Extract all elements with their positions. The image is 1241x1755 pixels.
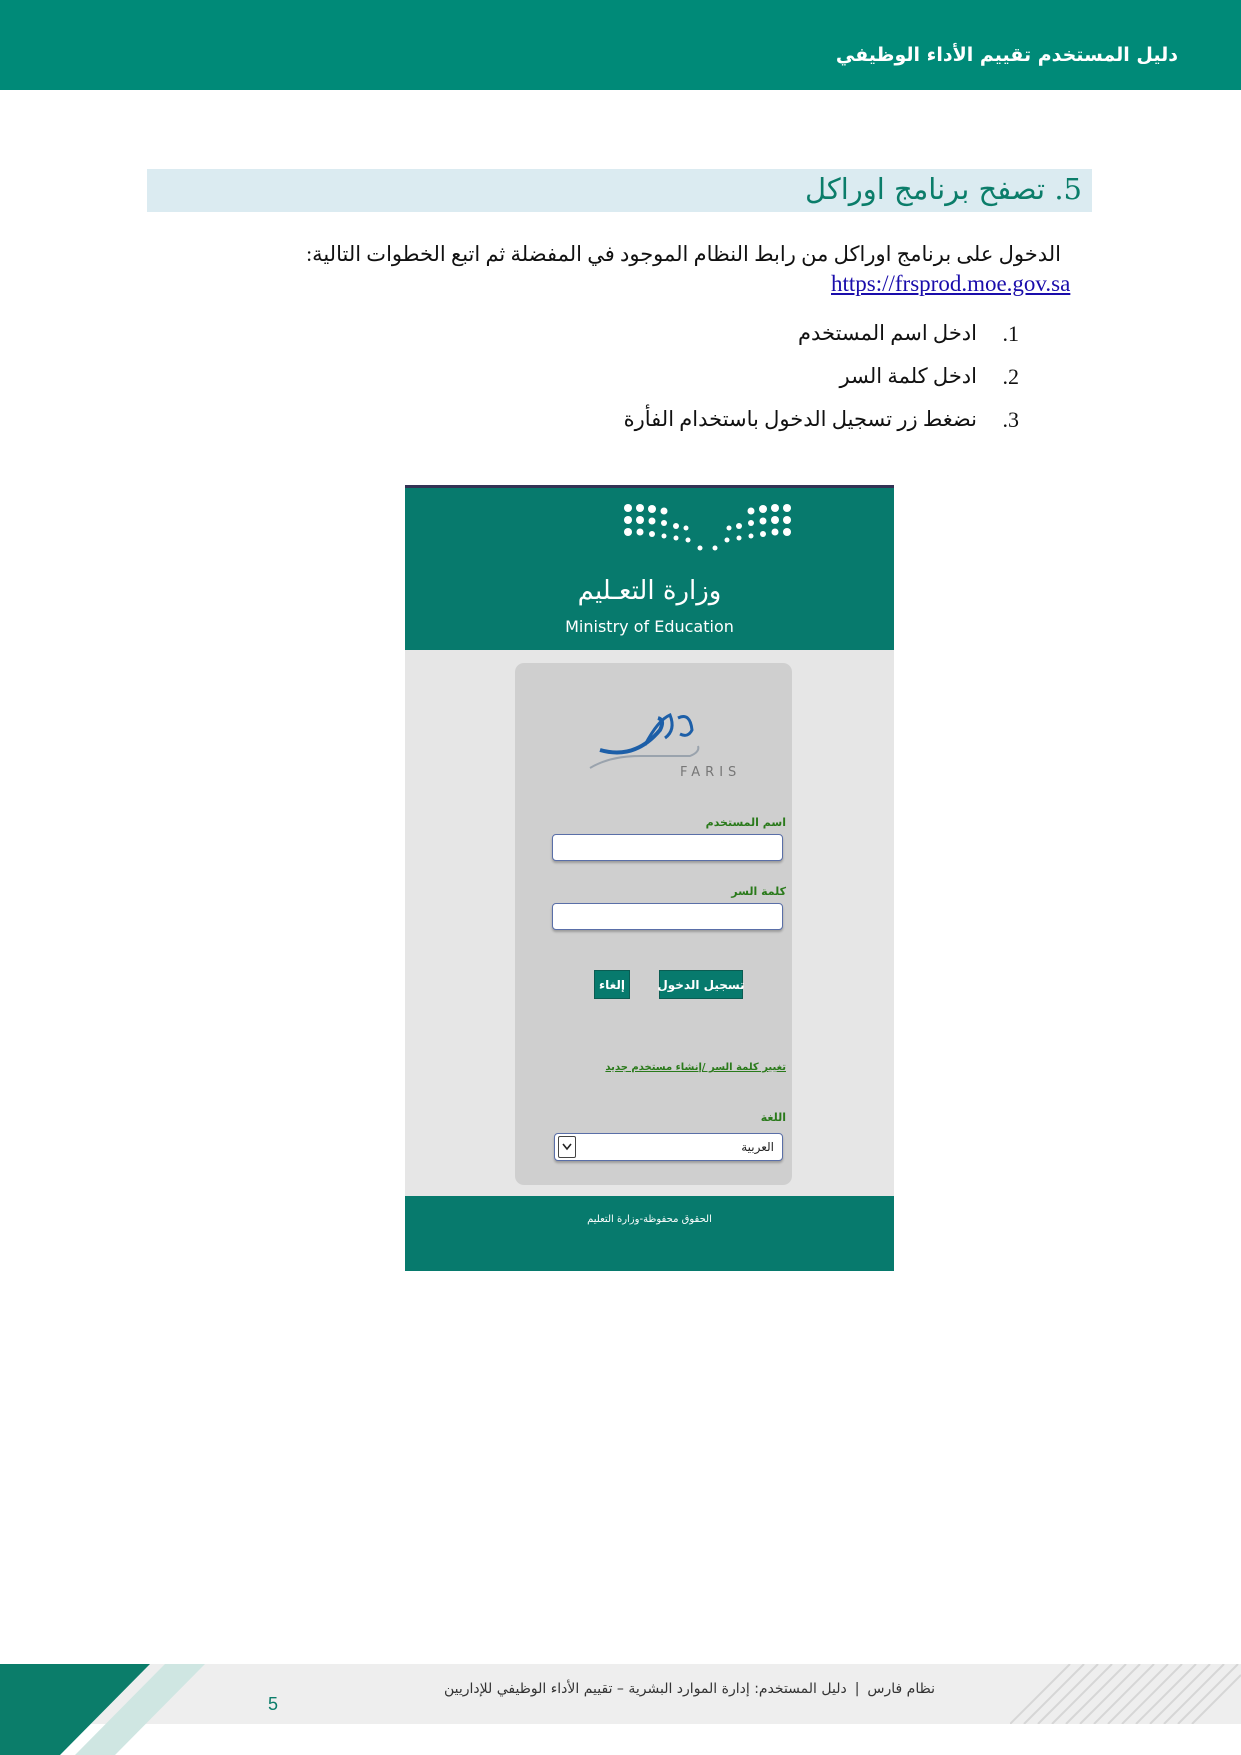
- header-title: دليل المستخدم تقييم الأداء الوظيفي: [835, 44, 1178, 66]
- username-label: اسم المستخدم: [705, 816, 786, 829]
- ministry-name-ar: وزارة التعـليم: [577, 576, 722, 606]
- step-text: ادخل اسم المستخدم: [797, 321, 977, 345]
- step-number: 2.: [1002, 363, 1019, 389]
- steps-list: [624, 312, 1019, 441]
- cancel-button[interactable]: إلغاء: [594, 970, 630, 999]
- footer-system: نظام فارس: [867, 1681, 935, 1697]
- footer-guide: دليل المستخدم: إدارة الموارد البشرية – تقييم الأداء الوظيفي للإداريين: [444, 1681, 847, 1697]
- faris-logo-text: FARIS: [680, 765, 742, 780]
- change-password-link[interactable]: تغيير كلمة السر /إنشاء مستخدم جديد: [605, 1062, 786, 1073]
- section-heading-box: [147, 169, 1092, 212]
- step-number: 1.: [1002, 320, 1019, 346]
- section-title: تصفح برنامج اوراكل: [804, 172, 1046, 206]
- step-item: [624, 312, 1019, 355]
- login-footer: [405, 1196, 894, 1271]
- copyright-text: الحقوق محفوظة-وزارة التعليم: [587, 1214, 712, 1225]
- username-input[interactable]: [552, 834, 783, 861]
- portal-link[interactable]: https://frsprod.moe.gov.sa: [831, 271, 1071, 296]
- language-label: اللغة: [760, 1111, 786, 1124]
- login-screenshot: [405, 485, 894, 1271]
- password-label: كلمة السر: [731, 885, 786, 898]
- section-heading: [805, 172, 1082, 206]
- footer-text: [444, 1681, 935, 1697]
- language-select[interactable]: [554, 1133, 783, 1161]
- intro-text: الدخول على برنامج اوراكل من رابط النظام الموجود في المفضلة ثم اتبع الخطوات التالية:: [306, 242, 1061, 266]
- login-header: [405, 485, 894, 650]
- ministry-name-en: Ministry of Education: [565, 617, 734, 636]
- ministry-logo-icon: [620, 500, 795, 565]
- step-item: [624, 355, 1019, 398]
- step-text: ادخل كلمة السر: [839, 364, 977, 388]
- faris-logo-icon: [540, 690, 720, 770]
- login-button[interactable]: تسجيل الدخول: [659, 970, 743, 999]
- page-number: 5: [268, 1694, 279, 1714]
- header-bar: [0, 0, 1241, 90]
- password-input[interactable]: [552, 903, 783, 930]
- step-item: [624, 398, 1019, 441]
- step-number: 3.: [1002, 406, 1019, 432]
- chevron-down-icon[interactable]: [558, 1136, 576, 1158]
- footer-separator: |: [854, 1681, 860, 1697]
- language-value: العربية: [741, 1140, 774, 1154]
- section-number: 5.: [1054, 172, 1082, 206]
- step-text: نضغط زر تسجيل الدخول باستخدام الفأرة: [623, 407, 977, 431]
- footer-decoration-icon: [0, 1664, 220, 1755]
- footer-hatch-icon: [1010, 1664, 1241, 1724]
